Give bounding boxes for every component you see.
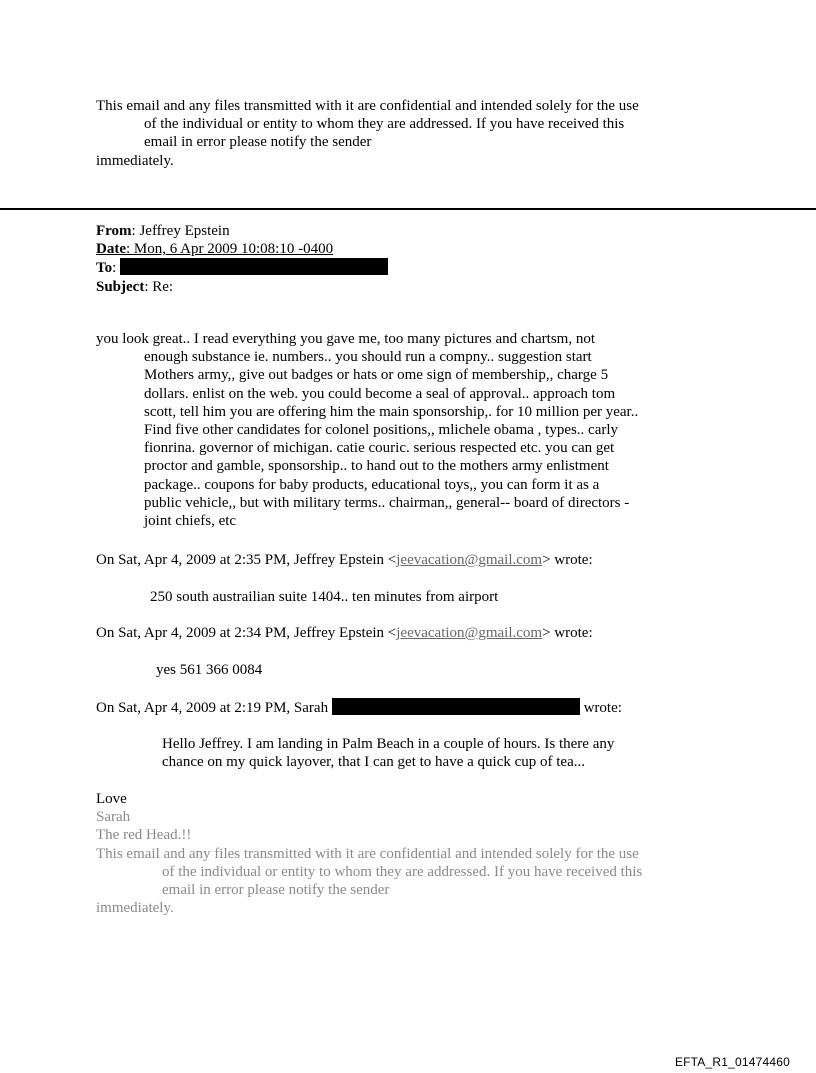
top-disclaimer [96, 97, 776, 170]
from-label: From [96, 223, 132, 239]
body-line: Mothers army,, give out badges or hats or ome sign of membership,, charge 5 [144, 367, 609, 384]
body-line: proctor and gamble, sponsorship.. to hand out to the mothers army enlistment [144, 458, 609, 475]
message-body [96, 330, 776, 530]
disclaimer-line: immediately. [96, 900, 174, 917]
to-row [96, 258, 388, 277]
disclaimer-line: This email and any files transmitted with it are confidential and intended solely for the use [96, 98, 639, 114]
sender-name: Sarah [96, 809, 131, 826]
quote-prefix: On Sat, Apr 4, 2009 at 2:19 PM, Sarah [96, 700, 332, 716]
quote-text-2: yes 561 366 0084 [156, 662, 263, 678]
disclaimer-line: of the individual or entity to whom they are addressed. If you have received this [144, 116, 625, 133]
quote-prefix: On Sat, Apr 4, 2009 at 2:34 PM, Jeffrey Epstein < [96, 625, 397, 641]
quote-line: chance on my quick layover, that I can get to have a quick cup of tea... [162, 754, 585, 771]
disclaimer-line: email in error please notify the sender [144, 134, 372, 151]
sign-off: Love [96, 791, 127, 807]
body-line: dollars. enlist on the web. you could become a seal of approval.. approach tom [144, 385, 616, 402]
quote-suffix: > wrote: [542, 625, 593, 641]
separator-rule [0, 208, 816, 210]
from-row [96, 222, 388, 240]
subject-row [96, 278, 388, 296]
body-line: you look great.. I read everything you gave me, too many pictures and chartsm, not [96, 331, 596, 347]
to-label: To [96, 260, 113, 277]
body-line: Find five other candidates for colonel positions,, mlichele obama , types.. carly [144, 422, 619, 439]
disclaimer-line: of the individual or entity to whom they are addressed. If you have received this [162, 863, 643, 880]
disclaimer-line: email in error please notify the sender [162, 882, 390, 899]
email-link[interactable]: jeevacation@gmail.com [396, 625, 543, 641]
quote-text-1: 250 south austrailian suite 1404.. ten minutes from airport [150, 589, 499, 605]
document-id: EFTA_R1_01474460 [674, 1055, 790, 1069]
quote-line: Hello Jeffrey. I am landing in Palm Beach in a couple of hours. Is there any [162, 736, 615, 752]
quote-text-3 [162, 735, 614, 771]
sender-tagline: The red Head.!! [96, 827, 192, 844]
body-line: fionrina. governor of michigan. catie couric. serious respected etc. you can get [144, 440, 615, 457]
body-line: scott, tell him you are offering him the main sponsorship,. for 10 million per year.. [144, 403, 639, 420]
disclaimer-line: This email and any files transmitted with it are confidential and intended solely for the use [96, 845, 639, 862]
date-row [96, 240, 388, 258]
body-line: public vehicle,, but with military terms.. chairman,, general-- board of directors - [144, 494, 630, 511]
quote-suffix: wrote: [579, 700, 622, 716]
date-label: Date [96, 241, 126, 258]
redaction-box [332, 698, 580, 715]
subject-label: Subject [96, 278, 145, 295]
body-line: joint chiefs, etc [144, 513, 237, 530]
quote-header-2 [96, 624, 593, 642]
redaction-box [120, 258, 388, 275]
body-line: package.. coupons for baby products, educational toys,, you can form it as a [144, 476, 600, 493]
quote-suffix: > wrote: [542, 552, 593, 568]
email-link[interactable]: jeevacation@gmail.com [396, 552, 543, 568]
email-header [96, 222, 388, 296]
to-value: : [112, 260, 121, 277]
subject-value: : Re: [144, 278, 174, 295]
disclaimer-line: immediately. [96, 152, 174, 169]
signature-block [96, 790, 776, 917]
date-value: : Mon, 6 Apr 2009 10:08:10 -0400 [126, 241, 334, 258]
from-value: : Jeffrey Epstein [131, 223, 230, 239]
body-line: enough substance ie. numbers.. you should run a compny.. suggestion start [144, 349, 592, 366]
quote-header-1 [96, 551, 593, 569]
quote-header-3 [96, 698, 622, 717]
quote-prefix: On Sat, Apr 4, 2009 at 2:35 PM, Jeffrey Epstein < [96, 552, 397, 568]
